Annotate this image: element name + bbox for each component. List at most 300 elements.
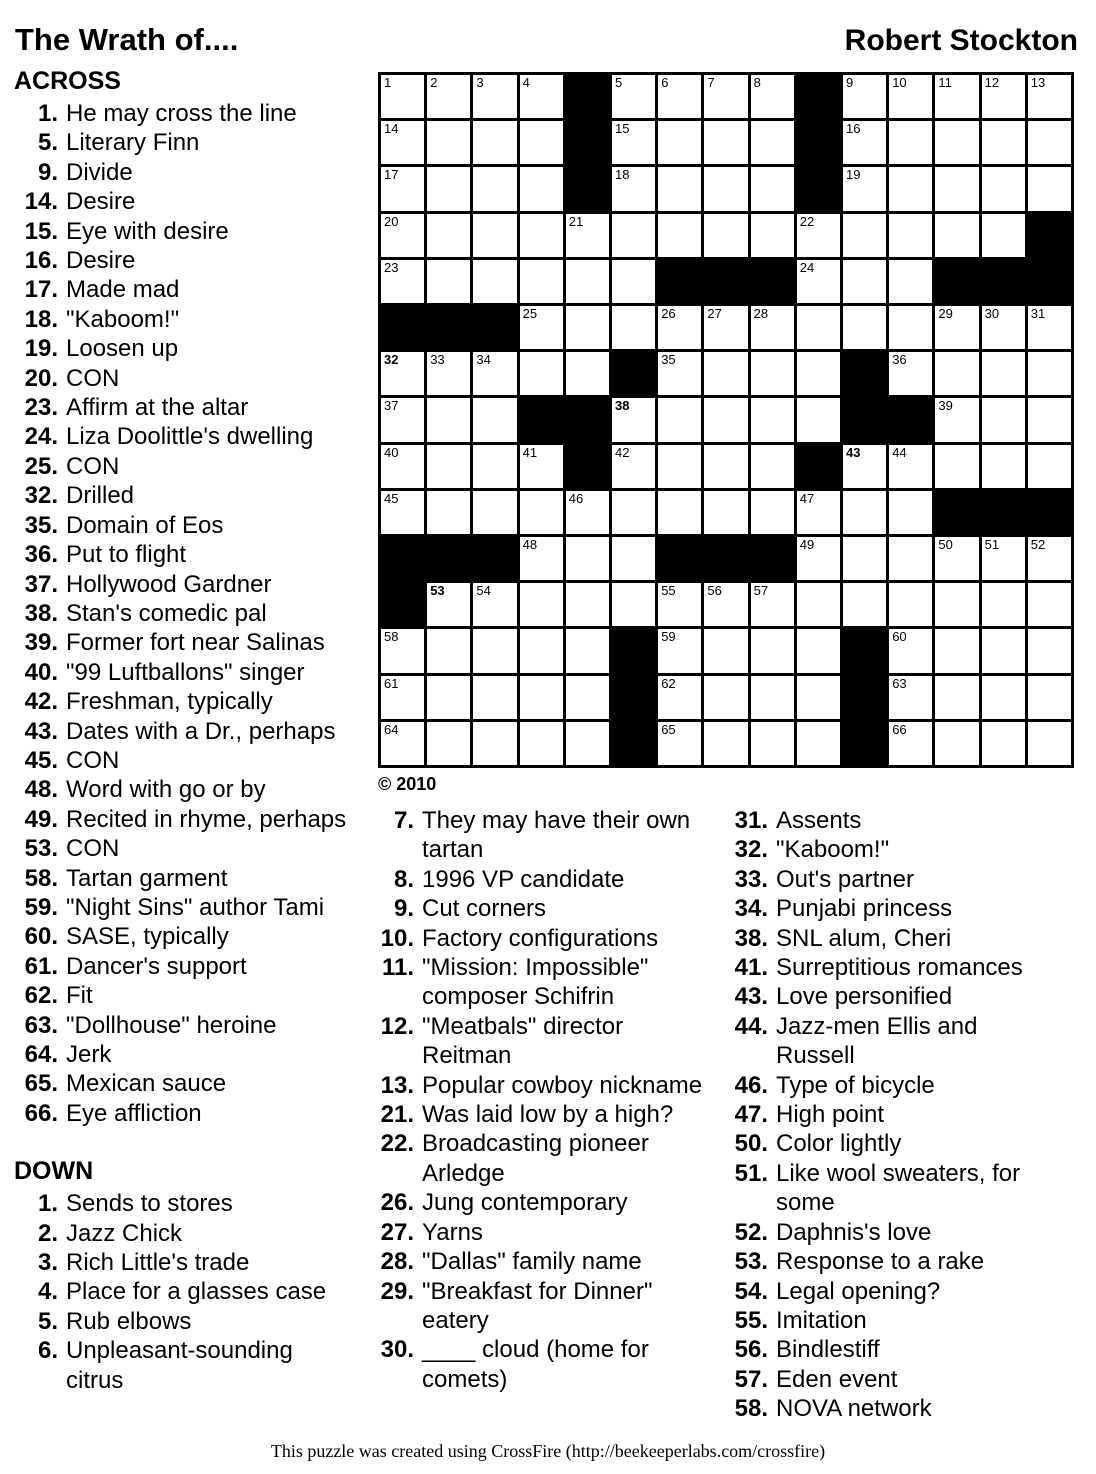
grid-cell[interactable] bbox=[658, 583, 701, 626]
cell-number: 28 bbox=[753, 306, 769, 321]
clue-text: Cut corners bbox=[422, 895, 547, 923]
clue-number: 58. bbox=[734, 1395, 768, 1423]
clue-text: Color lightly bbox=[776, 1130, 902, 1158]
grid-cell[interactable] bbox=[520, 352, 563, 395]
clue-text: Fit bbox=[66, 982, 93, 1010]
grid-cell[interactable] bbox=[843, 537, 886, 580]
grid-cell[interactable] bbox=[1028, 583, 1071, 626]
down-clue-41 bbox=[726, 953, 1090, 982]
clue-text: Yarns bbox=[422, 1218, 483, 1246]
grid-cell[interactable] bbox=[889, 121, 932, 164]
grid-cell[interactable] bbox=[797, 306, 840, 349]
grid-cell[interactable] bbox=[381, 214, 424, 257]
grid-cell[interactable] bbox=[797, 583, 840, 626]
grid-cell[interactable] bbox=[520, 75, 563, 118]
grid-cell[interactable] bbox=[797, 676, 840, 719]
grid-cell[interactable] bbox=[658, 167, 701, 210]
grid-cell[interactable] bbox=[843, 75, 886, 118]
clue-number: 7. bbox=[393, 807, 414, 834]
grid-black-cell bbox=[751, 260, 794, 303]
grid-cell[interactable] bbox=[612, 398, 655, 441]
cell-number: 31 bbox=[1030, 306, 1046, 321]
clue-number: 45. bbox=[24, 746, 58, 774]
grid-cell[interactable] bbox=[797, 722, 840, 765]
grid-cell[interactable] bbox=[982, 583, 1025, 626]
grid-cell[interactable] bbox=[566, 214, 609, 257]
down-clue-58 bbox=[726, 1394, 1090, 1423]
grid-cell[interactable] bbox=[381, 722, 424, 765]
clue-number: 57. bbox=[734, 1365, 768, 1393]
grid-cell[interactable] bbox=[1028, 537, 1071, 580]
clue-text: ____ cloud (home for comets) bbox=[422, 1336, 649, 1393]
grid-cell[interactable] bbox=[935, 167, 978, 210]
grid-cell[interactable] bbox=[704, 398, 747, 441]
cell-number: 7 bbox=[707, 75, 715, 90]
grid-cell[interactable] bbox=[704, 352, 747, 395]
grid-cell[interactable] bbox=[381, 676, 424, 719]
down-clue-53 bbox=[726, 1247, 1090, 1276]
grid-cell[interactable] bbox=[704, 676, 747, 719]
grid-cell[interactable] bbox=[658, 445, 701, 488]
grid-cell[interactable] bbox=[658, 75, 701, 118]
cell-number: 18 bbox=[615, 167, 630, 183]
cell-number: 62 bbox=[661, 675, 676, 691]
grid-cell[interactable] bbox=[658, 722, 701, 765]
grid-cell[interactable] bbox=[381, 167, 424, 210]
clue-number: 20. bbox=[24, 364, 58, 392]
cell-number: 14 bbox=[384, 121, 399, 137]
clue-text: "99 Luftballons" singer bbox=[66, 658, 305, 686]
grid-cell[interactable] bbox=[427, 167, 470, 210]
grid-cell[interactable] bbox=[1028, 352, 1071, 395]
clue-text: CON bbox=[66, 452, 120, 480]
grid-black-cell bbox=[612, 629, 655, 672]
grid-cell[interactable] bbox=[520, 306, 563, 349]
clue-number: 35. bbox=[24, 511, 58, 539]
grid-cell[interactable] bbox=[612, 537, 655, 580]
cell-number: 34 bbox=[476, 352, 491, 368]
grid-cell[interactable] bbox=[982, 537, 1025, 580]
grid-cell[interactable] bbox=[427, 676, 470, 719]
grid-cell[interactable] bbox=[612, 260, 655, 303]
grid-cell[interactable] bbox=[797, 537, 840, 580]
clue-text: Liza Doolittle's dwelling bbox=[66, 423, 314, 451]
clue-number: 53. bbox=[24, 835, 58, 863]
grid-cell[interactable] bbox=[843, 260, 886, 303]
grid-black-cell bbox=[843, 676, 886, 719]
grid-cell[interactable] bbox=[520, 629, 563, 672]
grid-black-cell bbox=[982, 260, 1025, 303]
grid-cell[interactable] bbox=[612, 491, 655, 534]
grid-cell[interactable] bbox=[751, 583, 794, 626]
grid-cell[interactable] bbox=[381, 352, 424, 395]
clue-number: 6. bbox=[37, 1337, 58, 1365]
down-heading: DOWN bbox=[14, 1157, 94, 1186]
grid-cell[interactable] bbox=[704, 75, 747, 118]
grid-cell[interactable] bbox=[751, 167, 794, 210]
cell-number: 19 bbox=[846, 167, 861, 183]
grid-cell[interactable] bbox=[704, 214, 747, 257]
grid-cell[interactable] bbox=[658, 398, 701, 441]
grid-cell[interactable] bbox=[751, 398, 794, 441]
grid-cell[interactable] bbox=[843, 583, 886, 626]
grid-cell[interactable] bbox=[427, 491, 470, 534]
grid-cell[interactable] bbox=[520, 676, 563, 719]
grid-cell[interactable] bbox=[427, 75, 470, 118]
grid-cell[interactable] bbox=[889, 629, 932, 672]
across-clue-40 bbox=[14, 658, 364, 687]
grid-cell[interactable] bbox=[520, 167, 563, 210]
grid-cell[interactable] bbox=[427, 260, 470, 303]
grid-cell[interactable] bbox=[797, 491, 840, 534]
clue-number: 12. bbox=[380, 1012, 414, 1040]
grid-cell[interactable] bbox=[889, 722, 932, 765]
grid-cell[interactable] bbox=[473, 352, 516, 395]
grid-cell[interactable] bbox=[889, 75, 932, 118]
grid-cell[interactable] bbox=[704, 491, 747, 534]
across-clue-32 bbox=[14, 481, 364, 510]
grid-cell[interactable] bbox=[751, 676, 794, 719]
grid-cell[interactable] bbox=[1028, 445, 1071, 488]
grid-cell[interactable] bbox=[797, 260, 840, 303]
clue-number: 65. bbox=[24, 1070, 58, 1098]
clue-number: 8. bbox=[393, 865, 414, 893]
clue-text: SASE, typically bbox=[66, 923, 229, 951]
across-clue-45 bbox=[14, 746, 364, 775]
across-clue-62 bbox=[14, 981, 364, 1010]
grid-cell[interactable] bbox=[751, 214, 794, 257]
grid-cell[interactable] bbox=[704, 629, 747, 672]
down-clue-3 bbox=[14, 1248, 364, 1277]
grid-cell[interactable] bbox=[427, 629, 470, 672]
clue-text: Dates with a Dr., perhaps bbox=[66, 717, 336, 745]
grid-cell[interactable] bbox=[520, 583, 563, 626]
clue-number: 32. bbox=[24, 482, 58, 510]
grid-cell[interactable] bbox=[566, 722, 609, 765]
clue-number: 60. bbox=[24, 923, 58, 951]
across-clue-64 bbox=[14, 1040, 364, 1069]
grid-cell[interactable] bbox=[427, 722, 470, 765]
grid-cell[interactable] bbox=[566, 537, 609, 580]
clue-number: 54. bbox=[734, 1277, 768, 1305]
grid-cell[interactable] bbox=[982, 167, 1025, 210]
cell-number: 25 bbox=[522, 306, 538, 321]
clue-number: 36. bbox=[24, 541, 58, 569]
grid-cell[interactable] bbox=[381, 260, 424, 303]
across-clue-60 bbox=[14, 922, 364, 951]
grid-cell[interactable] bbox=[1028, 629, 1071, 672]
clue-number: 25. bbox=[24, 452, 58, 480]
grid-cell[interactable] bbox=[612, 167, 655, 210]
grid-black-cell bbox=[797, 121, 840, 164]
grid-cell[interactable] bbox=[612, 583, 655, 626]
grid-cell[interactable] bbox=[704, 445, 747, 488]
cell-number: 61 bbox=[384, 675, 399, 691]
grid-cell[interactable] bbox=[704, 722, 747, 765]
grid-cell[interactable] bbox=[935, 214, 978, 257]
cell-number: 12 bbox=[984, 75, 1000, 90]
grid-cell[interactable] bbox=[843, 445, 886, 488]
grid-cell[interactable] bbox=[473, 121, 516, 164]
grid-cell[interactable] bbox=[704, 167, 747, 210]
grid-cell[interactable] bbox=[935, 722, 978, 765]
grid-cell[interactable] bbox=[751, 75, 794, 118]
across-clue-36 bbox=[14, 540, 364, 569]
grid-cell[interactable] bbox=[427, 445, 470, 488]
grid-cell[interactable] bbox=[889, 306, 932, 349]
grid-cell[interactable] bbox=[520, 260, 563, 303]
grid-cell[interactable] bbox=[381, 398, 424, 441]
grid-cell[interactable] bbox=[889, 676, 932, 719]
clue-text: Love personified bbox=[776, 983, 953, 1011]
clue-text: Type of bicycle bbox=[776, 1071, 935, 1099]
grid-cell[interactable] bbox=[427, 398, 470, 441]
grid-cell[interactable] bbox=[935, 537, 978, 580]
down-clue-12 bbox=[372, 1012, 720, 1071]
grid-cell[interactable] bbox=[612, 121, 655, 164]
grid-black-cell bbox=[427, 537, 470, 580]
grid-cell[interactable] bbox=[797, 398, 840, 441]
grid-cell[interactable] bbox=[704, 306, 747, 349]
grid-cell[interactable] bbox=[935, 75, 978, 118]
grid-cell[interactable] bbox=[935, 121, 978, 164]
down-clue-5 bbox=[14, 1307, 364, 1336]
grid-cell[interactable] bbox=[935, 629, 978, 672]
grid-cell[interactable] bbox=[982, 121, 1025, 164]
down-clue-30 bbox=[372, 1335, 720, 1394]
grid-cell[interactable] bbox=[520, 445, 563, 488]
grid-cell[interactable] bbox=[473, 167, 516, 210]
grid-cell[interactable] bbox=[982, 629, 1025, 672]
left-clue-column bbox=[14, 66, 364, 1395]
grid-cell[interactable] bbox=[427, 352, 470, 395]
grid-cell[interactable] bbox=[658, 629, 701, 672]
clue-number: 43. bbox=[24, 717, 58, 745]
clue-number: 62. bbox=[24, 982, 58, 1010]
clue-text: "Dollhouse" heroine bbox=[66, 1011, 277, 1039]
clue-text: Like wool sweaters, for some bbox=[776, 1159, 1021, 1217]
grid-cell[interactable] bbox=[935, 352, 978, 395]
grid-cell[interactable] bbox=[889, 445, 932, 488]
grid-cell[interactable] bbox=[704, 583, 747, 626]
grid-cell[interactable] bbox=[982, 445, 1025, 488]
grid-cell[interactable] bbox=[1028, 722, 1071, 765]
grid-cell[interactable] bbox=[982, 75, 1025, 118]
grid-cell[interactable] bbox=[473, 583, 516, 626]
cell-number: 37 bbox=[384, 398, 399, 414]
clue-number: 42. bbox=[24, 688, 58, 716]
grid-cell[interactable] bbox=[751, 445, 794, 488]
grid-cell[interactable] bbox=[843, 306, 886, 349]
grid-cell[interactable] bbox=[473, 676, 516, 719]
grid-black-cell bbox=[704, 260, 747, 303]
clue-number: 10. bbox=[380, 924, 414, 952]
grid-cell[interactable] bbox=[889, 260, 932, 303]
grid-cell[interactable] bbox=[520, 121, 563, 164]
grid-cell[interactable] bbox=[473, 214, 516, 257]
clue-text: Eye affliction bbox=[66, 1099, 202, 1127]
grid-cell[interactable] bbox=[889, 491, 932, 534]
cell-number: 64 bbox=[384, 721, 399, 737]
clue-number: 2. bbox=[37, 1219, 58, 1247]
grid-cell[interactable] bbox=[473, 75, 516, 118]
clue-text: "Kaboom!" bbox=[66, 305, 180, 333]
grid-cell[interactable] bbox=[843, 491, 886, 534]
grid-cell[interactable] bbox=[704, 121, 747, 164]
grid-cell[interactable] bbox=[658, 352, 701, 395]
grid-cell[interactable] bbox=[843, 121, 886, 164]
grid-cell[interactable] bbox=[520, 722, 563, 765]
grid-cell[interactable] bbox=[473, 722, 516, 765]
grid-black-cell bbox=[704, 537, 747, 580]
cell-number: 3 bbox=[476, 75, 484, 90]
grid-cell[interactable] bbox=[751, 629, 794, 672]
grid-cell[interactable] bbox=[566, 306, 609, 349]
grid-cell[interactable] bbox=[797, 629, 840, 672]
clue-text: SNL alum, Cheri bbox=[776, 924, 952, 952]
grid-cell[interactable] bbox=[935, 583, 978, 626]
clue-text: Freshman, typically bbox=[66, 688, 273, 716]
grid-cell[interactable] bbox=[612, 75, 655, 118]
clue-text: Loosen up bbox=[66, 335, 179, 363]
grid-cell[interactable] bbox=[889, 537, 932, 580]
grid-black-cell bbox=[427, 306, 470, 349]
grid-cell[interactable] bbox=[566, 491, 609, 534]
grid-cell[interactable] bbox=[658, 491, 701, 534]
clue-number: 61. bbox=[24, 952, 58, 980]
grid-cell[interactable] bbox=[982, 398, 1025, 441]
grid-cell[interactable] bbox=[982, 306, 1025, 349]
down-clue-46 bbox=[726, 1071, 1090, 1100]
clue-number: 46. bbox=[734, 1071, 768, 1099]
clue-text: CON bbox=[66, 364, 120, 392]
grid-cell[interactable] bbox=[612, 445, 655, 488]
grid-cell[interactable] bbox=[889, 167, 932, 210]
grid-black-cell bbox=[566, 445, 609, 488]
grid-cell[interactable] bbox=[1028, 167, 1071, 210]
puzzle-title: The Wrath of.... bbox=[15, 22, 239, 57]
grid-cell[interactable] bbox=[935, 676, 978, 719]
cell-number: 42 bbox=[615, 444, 630, 460]
grid-black-cell bbox=[612, 676, 655, 719]
grid-cell[interactable] bbox=[658, 306, 701, 349]
grid-cell[interactable] bbox=[381, 445, 424, 488]
grid-cell[interactable] bbox=[473, 629, 516, 672]
grid-cell[interactable] bbox=[473, 398, 516, 441]
grid-cell[interactable] bbox=[381, 491, 424, 534]
grid-cell[interactable] bbox=[381, 75, 424, 118]
grid-cell[interactable] bbox=[473, 445, 516, 488]
clue-text: Desire bbox=[66, 188, 136, 216]
clue-text: Affirm at the altar bbox=[66, 394, 249, 422]
grid-cell[interactable] bbox=[658, 214, 701, 257]
down-clue-55 bbox=[726, 1306, 1090, 1335]
grid-cell[interactable] bbox=[982, 352, 1025, 395]
clue-text: Bindlestiff bbox=[776, 1336, 880, 1364]
grid-cell[interactable] bbox=[935, 398, 978, 441]
down-clue-22 bbox=[372, 1129, 720, 1188]
grid-cell[interactable] bbox=[889, 583, 932, 626]
cell-number: 16 bbox=[846, 121, 861, 137]
cell-number: 43 bbox=[846, 444, 861, 460]
grid-cell[interactable] bbox=[566, 260, 609, 303]
grid-cell[interactable] bbox=[658, 121, 701, 164]
grid-cell[interactable] bbox=[935, 306, 978, 349]
grid-cell[interactable] bbox=[520, 491, 563, 534]
grid-black-cell bbox=[797, 445, 840, 488]
across-clue-38 bbox=[14, 599, 364, 628]
grid-cell[interactable] bbox=[1028, 676, 1071, 719]
grid-cell[interactable] bbox=[751, 722, 794, 765]
grid-cell[interactable] bbox=[751, 352, 794, 395]
grid-black-cell bbox=[751, 537, 794, 580]
grid-cell[interactable] bbox=[427, 583, 470, 626]
grid-cell[interactable] bbox=[381, 121, 424, 164]
grid-cell[interactable] bbox=[612, 306, 655, 349]
grid-cell[interactable] bbox=[935, 445, 978, 488]
grid-cell[interactable] bbox=[473, 491, 516, 534]
grid-cell[interactable] bbox=[843, 214, 886, 257]
grid-cell[interactable] bbox=[889, 214, 932, 257]
clue-text: Stan's comedic pal bbox=[66, 599, 267, 627]
clue-text: High point bbox=[776, 1101, 885, 1129]
grid-cell[interactable] bbox=[1028, 398, 1071, 441]
grid-cell[interactable] bbox=[1028, 121, 1071, 164]
cell-number: 38 bbox=[615, 398, 630, 414]
grid-black-cell bbox=[520, 398, 563, 441]
cell-number: 32 bbox=[384, 352, 399, 368]
grid-cell[interactable] bbox=[1028, 306, 1071, 349]
grid-cell[interactable] bbox=[381, 629, 424, 672]
grid-cell[interactable] bbox=[566, 629, 609, 672]
grid-cell[interactable] bbox=[751, 306, 794, 349]
cell-number: 57 bbox=[753, 583, 769, 599]
grid-cell[interactable] bbox=[843, 167, 886, 210]
clue-number: 31. bbox=[734, 807, 768, 834]
grid-cell[interactable] bbox=[566, 352, 609, 395]
grid-cell[interactable] bbox=[520, 537, 563, 580]
grid-cell[interactable] bbox=[566, 583, 609, 626]
grid-cell[interactable] bbox=[751, 121, 794, 164]
grid-cell[interactable] bbox=[520, 214, 563, 257]
clue-number: 53. bbox=[734, 1248, 768, 1276]
grid-cell[interactable] bbox=[1028, 75, 1071, 118]
grid-cell[interactable] bbox=[473, 260, 516, 303]
grid-black-cell bbox=[612, 352, 655, 395]
grid-cell[interactable] bbox=[427, 121, 470, 164]
across-clue-42 bbox=[14, 687, 364, 716]
grid-cell[interactable] bbox=[427, 214, 470, 257]
across-clue-37 bbox=[14, 570, 364, 599]
grid-cell[interactable] bbox=[982, 722, 1025, 765]
cell-number: 48 bbox=[522, 537, 538, 552]
grid-cell[interactable] bbox=[889, 352, 932, 395]
down-clue-9 bbox=[372, 894, 720, 923]
grid-cell[interactable] bbox=[982, 676, 1025, 719]
clue-number: 38. bbox=[24, 599, 58, 627]
grid-cell[interactable] bbox=[658, 676, 701, 719]
cell-number: 35 bbox=[661, 352, 676, 368]
grid-cell[interactable] bbox=[797, 214, 840, 257]
grid-cell[interactable] bbox=[751, 491, 794, 534]
grid-black-cell bbox=[843, 722, 886, 765]
grid-cell[interactable] bbox=[566, 676, 609, 719]
down-clue-27 bbox=[372, 1218, 720, 1247]
grid-cell[interactable] bbox=[982, 214, 1025, 257]
clue-text: Domain of Eos bbox=[66, 511, 224, 539]
grid-cell[interactable] bbox=[612, 214, 655, 257]
grid-cell[interactable] bbox=[797, 352, 840, 395]
